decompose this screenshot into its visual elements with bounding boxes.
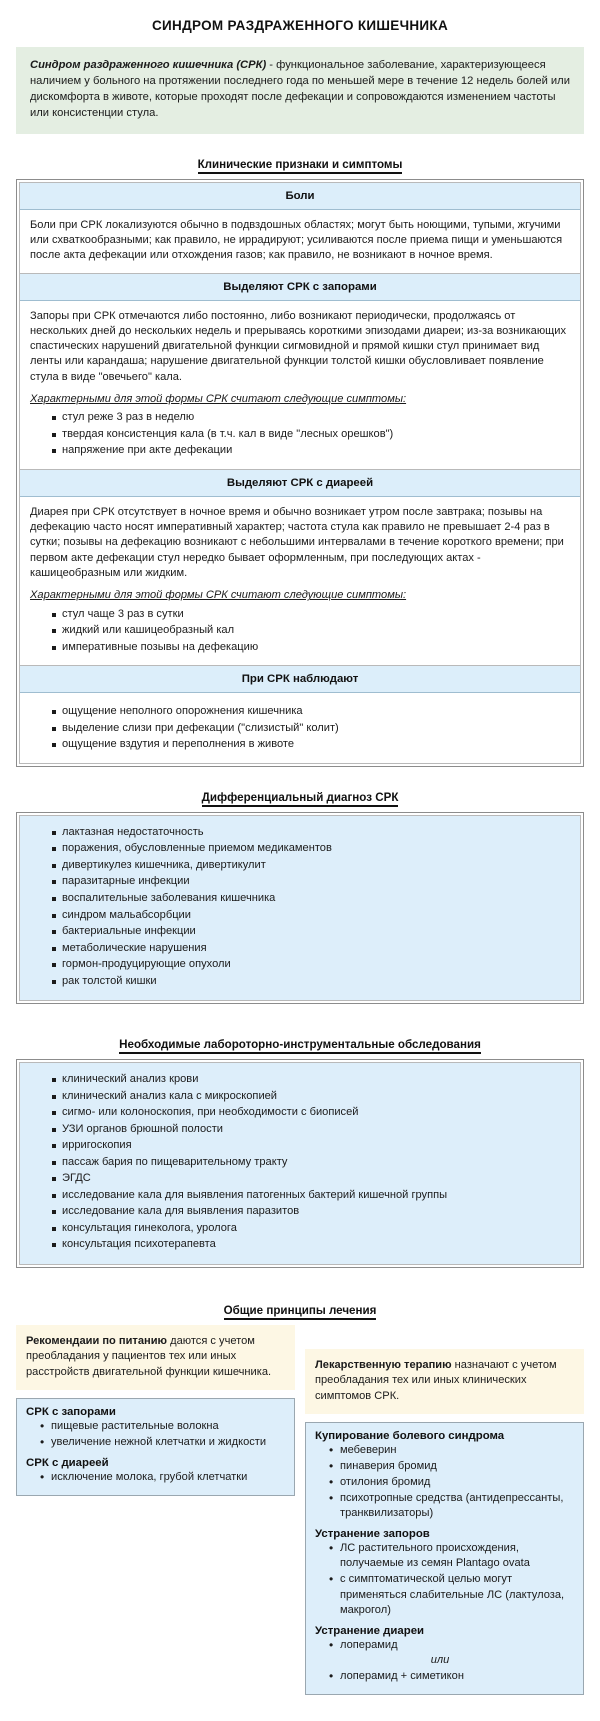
list-item: напряжение при акте дефекации <box>52 443 570 460</box>
list-item: • отилония бромид <box>329 1475 574 1491</box>
bottom-spacer <box>0 1695 600 1721</box>
list-item: бактериальные инфекции <box>52 924 570 941</box>
list-item: исследование кала для выявления паразитов <box>52 1204 570 1221</box>
section-heading-differential: Дифференциальный диагноз СРК <box>0 791 600 804</box>
list-item: дивертикулез кишечника, дивертикулит <box>52 858 570 875</box>
band-pain: Боли <box>20 183 580 210</box>
list-item: императивные позывы на дефекацию <box>52 640 570 657</box>
diet-note-text: даются с учетом преобладания у пациентов тех или иных расстройств двигательной функции кишечника. <box>26 1335 272 1378</box>
differential-list <box>30 825 570 990</box>
list-item: • лоперамид + симетикон <box>329 1669 574 1685</box>
drug-diarrhea-or: или <box>430 1653 450 1666</box>
band-constipation: Выделяют СРК с запорами <box>20 274 580 301</box>
diet-note-lead: Рекомендаии по питанию <box>26 1335 168 1348</box>
diarrhea-text: Диарея при СРК отсутствует в ночное время и обычно возникает утром после завтрака; позывы на дефекацию часто носят императивный характер; частота стула как правило не превышает 2-4 раз в сутки; позывы на дефекацию возникают с небольшими интервалами в течение короткого времени; при первом акте дефекации стул нередко бывает оформленным, при последующих актах - кашицеобразным или жидким. <box>30 505 564 580</box>
list-item: жидкий или кашицеобразный кал <box>52 623 570 640</box>
constipation-sub-lead: Характерными для этой формы СРК считают следующие симптомы: <box>30 393 407 405</box>
constipation-text: Запоры при СРК отмечаются либо постоянно, либо возникают периодически, продолжаясь от нескольких дней до нескольких недель и прерываясь короткими эпизодами диареи; из-за возникающих спастических нарушений двигательной функции сигмовидной и прямой кишки стул принимает вид ленты или карандаша; нарушение двигательной функции толстой кишки обусловливает появление стула в виде "овечьего" кала. <box>30 309 567 383</box>
list-item: консультация гинеколога, уролога <box>52 1221 570 1238</box>
cell-pain <box>20 210 580 274</box>
section-heading-clinical: Клинические признаки и симптомы <box>0 158 600 171</box>
list-item: • мебеверин <box>329 1443 574 1459</box>
band-diarrhea: Выделяют СРК с диареей <box>20 470 580 497</box>
list-item: • исключение молока, грубой клетчатки <box>40 1470 285 1486</box>
diet-constipation-title: СРК с запорами <box>26 1405 116 1418</box>
list-item: • с симптоматической целью могут применяться слабительные ЛС (лактулоза, макрогол) <box>329 1572 574 1618</box>
list-item: синдром мальабсорбции <box>52 908 570 925</box>
list-item: гормон-продуцирующие опухоли <box>52 957 570 974</box>
diet-panel <box>16 1398 295 1496</box>
list-item: • пищевые растительные волокна <box>40 1419 285 1435</box>
section-heading-exams: Необходимые лабороторно-инструментальные обследования <box>0 1038 600 1051</box>
drug-diarrhea-item-1: лоперамид <box>340 1638 398 1651</box>
drug-note-box <box>305 1349 584 1414</box>
clinical-table <box>16 179 584 767</box>
list-item: клинический анализ крови <box>52 1072 570 1089</box>
list-item: метаболические нарушения <box>52 941 570 958</box>
diet-constipation-list <box>26 1419 285 1451</box>
pain-text: Боли при СРК локализуются обычно в подвздошных областях; могут быть ноющими, тупыми, жгучими или схваткообразными; как правило, не иррадируют; усиливаются после приема пищи и уменьшаются после акта дефекации или отхождения газов; как правило, не возникают в ночное время. <box>30 218 563 262</box>
cell-constipation <box>20 301 580 470</box>
diet-diarrhea-title: СРК с диареей <box>26 1457 109 1470</box>
list-item <box>329 1638 574 1669</box>
list-item: выделение слизи при дефекации ("слизистый" колит) <box>52 721 570 738</box>
list-item: пассаж бария по пищеварительному тракту <box>52 1155 570 1172</box>
list-item: сигмо- или колоноскопия, при необходимости с биописей <box>52 1105 570 1122</box>
list-item: • пинаверия бромид <box>329 1459 574 1475</box>
list-item: • увеличение нежной клетчатки и жидкости <box>40 1435 285 1451</box>
drug-constipation-list <box>315 1541 574 1618</box>
list-item: рак толстой кишки <box>52 974 570 991</box>
exams-list <box>30 1072 570 1254</box>
definition-text: - функциональное заболевание, характеризующееся наличием у больного на протяжении последнего года по меньшей мере в течение 12 недель болей или дискомфорта в животе, которые проходят после дефекации и сопровождаются изменением частоты или консистенции стула. <box>30 59 570 119</box>
list-item: стул чаще 3 раз в сутки <box>52 607 570 624</box>
diarrhea-sub-lead: Характерными для этой формы СРК считают следующие симптомы: <box>30 589 407 602</box>
section-heading-treatment: Общие принципы лечения <box>0 1304 600 1317</box>
drug-diarrhea-title: Устранение диареи <box>315 1624 425 1637</box>
list-item: стул реже 3 раз в неделю <box>52 410 570 427</box>
diarrhea-symptom-list <box>30 607 570 657</box>
drug-note-text: назначают с учетом преобладания тех или иных клинических симптомов СРК. <box>315 1359 557 1402</box>
diet-note-box <box>16 1325 295 1390</box>
list-item: исследование кала для выявления патогенных бактерий кишечной группы <box>52 1188 570 1205</box>
list-item: твердая консистенция кала (в т.ч. кал в виде "лесных орешков") <box>52 427 570 444</box>
treatment-column-diet <box>16 1325 295 1496</box>
cell-diarrhea <box>20 497 580 666</box>
drug-pain-list <box>315 1443 574 1522</box>
exams-box <box>20 1063 580 1264</box>
list-item: ЭГДС <box>52 1171 570 1188</box>
list-item: ощущение вздутия и переполнения в животе <box>52 737 570 754</box>
list-item: ощущение неполного опорожнения кишечника <box>52 704 570 721</box>
observed-list <box>30 704 570 754</box>
list-item: • психотропные средства (антидепрессанты, транквилизаторы) <box>329 1491 574 1522</box>
exams-table <box>16 1059 584 1268</box>
treatment-column-drugs <box>305 1325 584 1695</box>
list-item: поражения, обусловленные приемом медикаментов <box>52 841 570 858</box>
definition-term: Синдром раздраженного кишечника (СРК) <box>30 59 267 71</box>
drug-pain-title: Купирование болевого синдрома <box>315 1429 505 1442</box>
list-item: УЗИ органов брюшной полости <box>52 1122 570 1139</box>
differential-box <box>20 816 580 1000</box>
differential-table <box>16 812 584 1004</box>
cell-observed <box>20 693 580 763</box>
list-item: паразитарные инфекции <box>52 874 570 891</box>
list-item: консультация психотерапевта <box>52 1237 570 1254</box>
list-item: • ЛС растительного происхождения, получаемые из семян Plantago ovata <box>329 1541 574 1572</box>
list-item: воспалительные заболевания кишечника <box>52 891 570 908</box>
drug-diarrhea-list <box>315 1638 574 1685</box>
definition-box <box>16 47 584 134</box>
drug-constipation-title: Устранение запоров <box>315 1528 430 1541</box>
constipation-symptom-list <box>30 410 570 460</box>
list-item: клинический анализ кала с микроскопией <box>52 1089 570 1106</box>
drug-panel <box>305 1422 584 1695</box>
page-title: СИНДРОМ РАЗДРАЖЕННОГО КИШЕЧНИКА <box>151 18 449 33</box>
treatment-columns <box>16 1325 584 1695</box>
list-item: ирригоскопия <box>52 1138 570 1155</box>
band-observed: При СРК наблюдают <box>20 666 580 693</box>
drug-note-lead: Лекарственную терапию <box>315 1359 452 1372</box>
diet-diarrhea-list <box>26 1470 285 1486</box>
list-item: лактазная недостаточность <box>52 825 570 842</box>
